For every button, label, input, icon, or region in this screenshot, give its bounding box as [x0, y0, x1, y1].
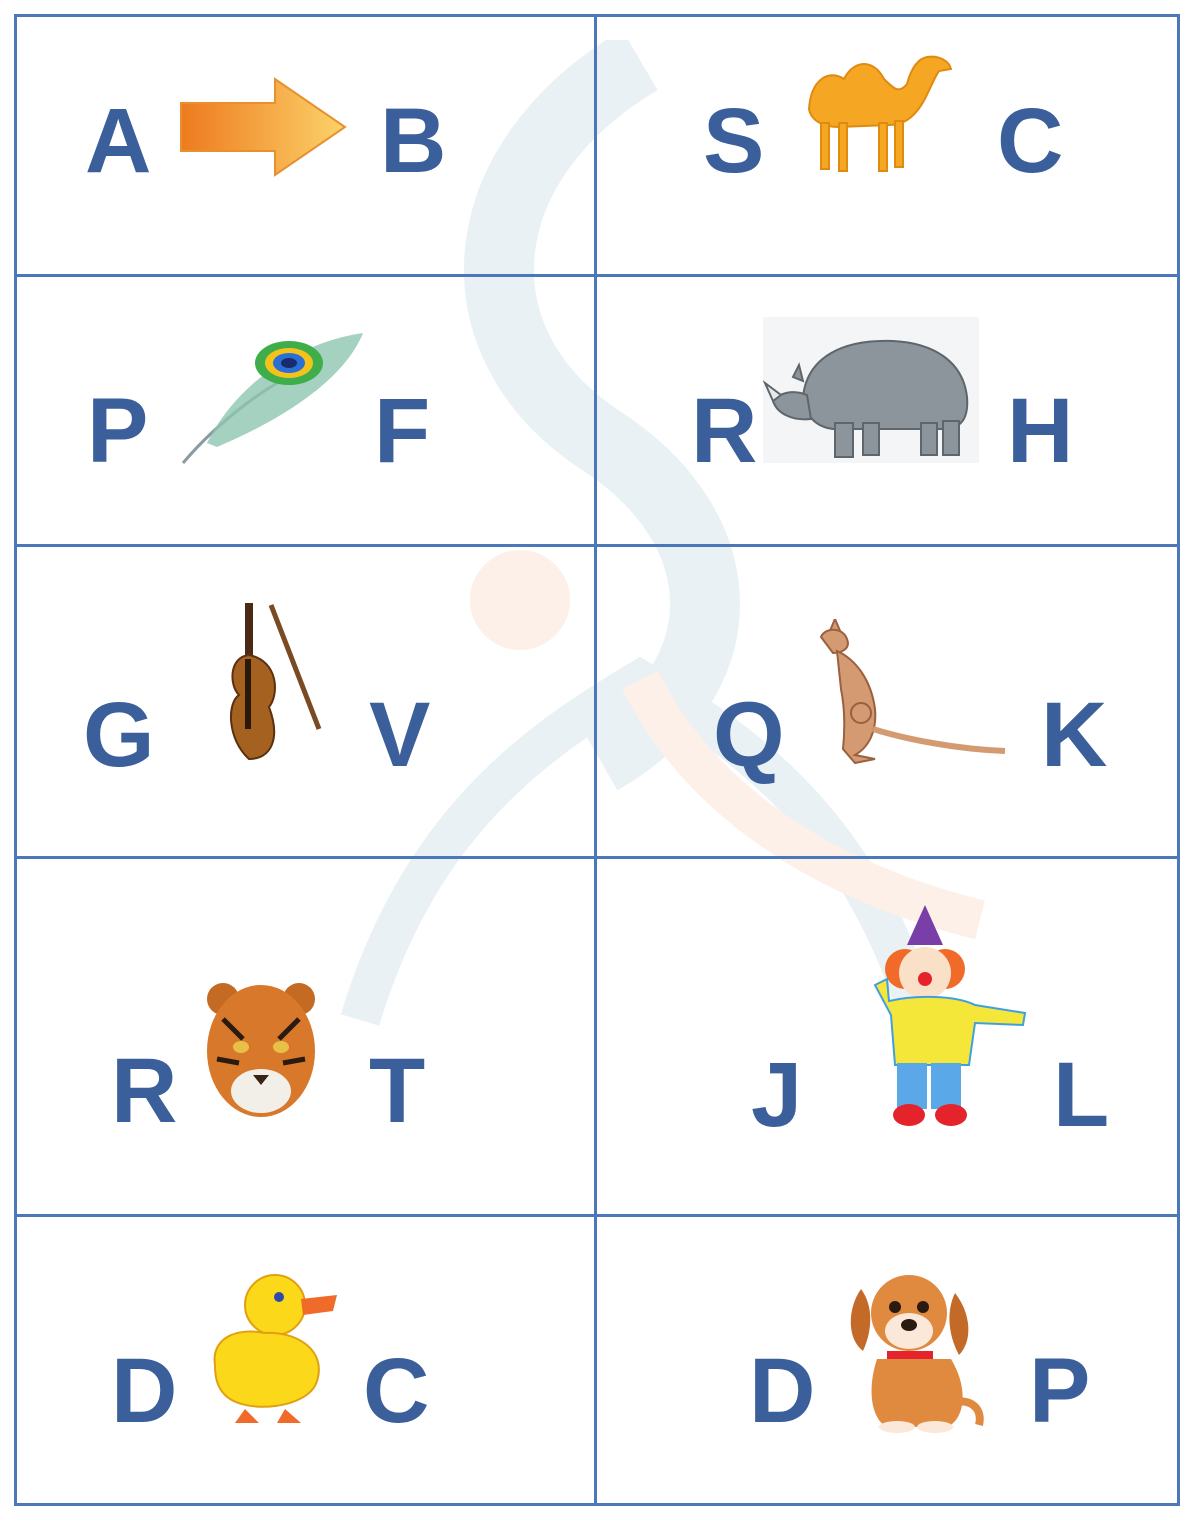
right-letter: B — [380, 90, 447, 192]
flashcard-grid — [14, 14, 1180, 1506]
camel-icon — [799, 39, 959, 179]
right-letter: L — [1053, 1044, 1110, 1146]
joker-icon — [865, 905, 1031, 1131]
card-p-f — [17, 277, 597, 547]
left-letter: R — [111, 1040, 178, 1142]
right-letter: K — [1041, 684, 1108, 786]
right-arrow-icon — [177, 75, 349, 179]
card-d-p — [597, 1217, 1177, 1503]
left-letter: R — [691, 380, 758, 482]
left-letter: D — [749, 1340, 816, 1442]
right-letter: C — [997, 90, 1064, 192]
duck-icon — [205, 1269, 341, 1429]
left-letter: D — [111, 1340, 178, 1442]
right-letter: T — [369, 1040, 426, 1142]
left-letter: Q — [713, 684, 785, 786]
card-g-v — [17, 547, 597, 859]
card-r-h — [597, 277, 1177, 547]
tiger-icon — [203, 979, 319, 1125]
card-s-c — [597, 17, 1177, 277]
right-letter: F — [374, 380, 431, 482]
left-letter: G — [83, 684, 155, 786]
left-letter: P — [87, 380, 149, 482]
kangaroo-icon — [815, 619, 1011, 765]
card-q-k — [597, 547, 1177, 859]
left-letter: J — [751, 1044, 803, 1146]
right-letter: C — [363, 1340, 430, 1442]
puppy-icon — [847, 1269, 987, 1433]
right-letter: H — [1007, 380, 1074, 482]
left-letter: S — [703, 90, 765, 192]
right-letter: V — [369, 684, 431, 786]
rhinoceros-icon — [763, 317, 979, 463]
left-letter: A — [85, 90, 152, 192]
card-r-t — [17, 859, 597, 1217]
card-a-b — [17, 17, 597, 277]
peacock-feather-icon — [177, 323, 369, 469]
card-j-l — [597, 859, 1177, 1217]
violin-icon — [223, 599, 327, 765]
right-letter: P — [1029, 1340, 1091, 1442]
card-d-c — [17, 1217, 597, 1503]
